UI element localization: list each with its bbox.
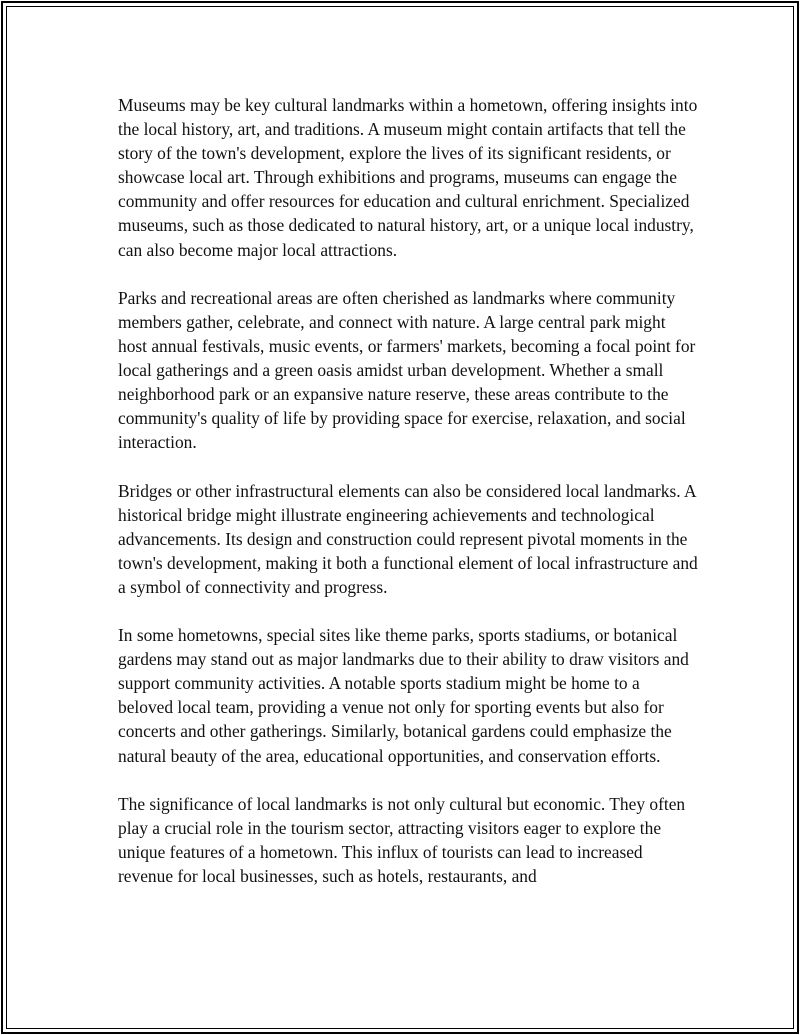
paragraph-museums: Museums may be key cultural landmarks within a hometown, offering insights into the local history, art, and traditions. A museum might contain artifacts that tell the story of the town's development, explore the lives of its significant residents, or showcase local art. Through exhibitions and programs, museums can engage the community and offer resources for education and cultural enrichment. Specialized museums, such as those dedicated to natural history, art, or a unique local industry, can also become major local attractions. — [118, 95, 698, 260]
paragraph-bridges: Bridges or other infrastructural elements can also be considered local landmarks. A historical bridge might illustrate engineering achievements and technological advancements. Its design and construction could represent pivotal moments in the town's development, making it both a functional element of local infrastructure and a symbol of connectivity and progress. — [118, 480, 698, 597]
paragraph-parks: Parks and recreational areas are often cherished as landmarks where community members gather, celebrate, and connect with nature. A large central park might host annual festivals, music events, or farmers' markets, becoming a focal point for local gatherings and a green oasis amidst urban development. Whether a small neighborhood park or an expansive nature reserve, these areas contribute to the community's quality of life by providing space for exercise, relaxation, and social interaction. — [118, 287, 696, 453]
paragraph-special-sites: In some hometowns, special sites like theme parks, sports stadiums, or botanical gardens may stand out as major landmarks due to their ability to draw visitors and support community activities. A notable sports stadium might be home to a beloved local team, providing a venue not only for sporting events but also for concerts and other gatherings. Similarly, botanical gardens could emphasize the natural beauty of the area, educational opportunities, and conservation efforts. — [118, 625, 689, 766]
paragraph-economic-significance: The significance of local landmarks is not only cultural but economic. They often play a crucial role in the tourism sector, attracting visitors eager to explore the unique features of a hometown. This influx of tourists can lead to increased revenue for local businesses, such as hotels, restaurants, and — [118, 793, 686, 886]
document-body — [118, 93, 698, 912]
